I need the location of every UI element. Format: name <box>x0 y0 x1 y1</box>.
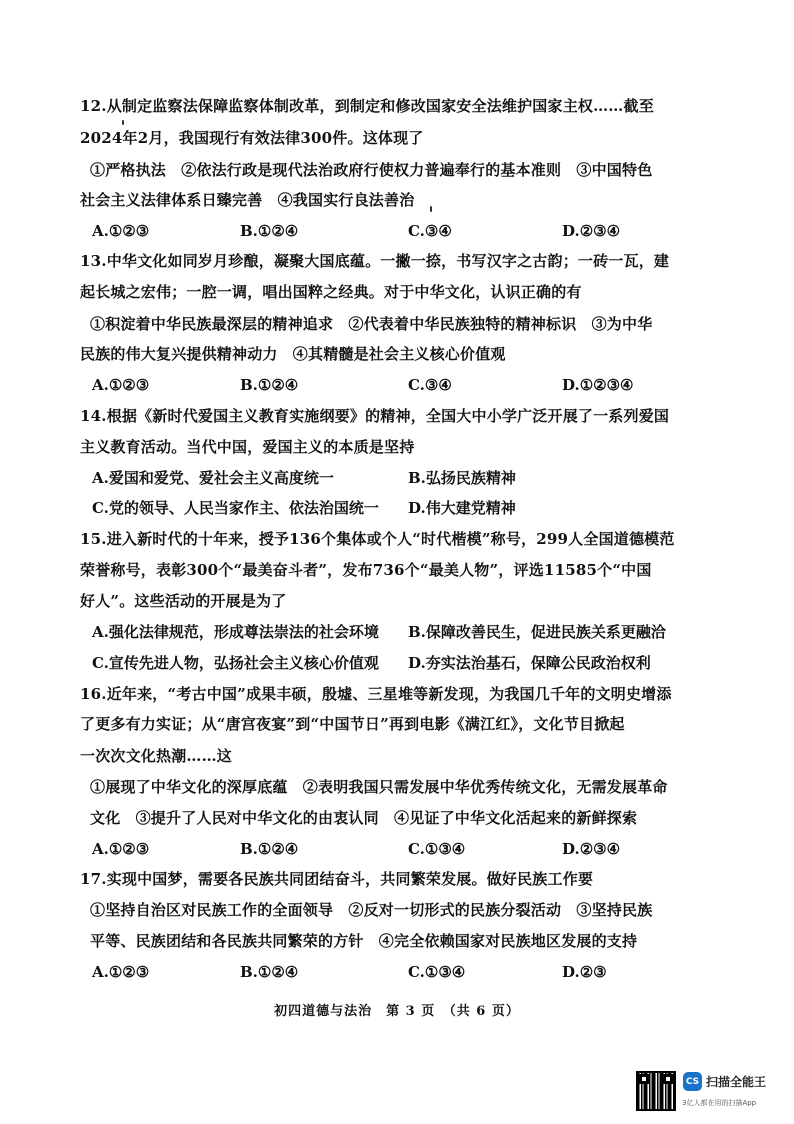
q17-statement-line-1: ①坚持自治区对民族工作的全面领导 ②反对一切形式的民族分裂活动 ③坚持民族 <box>90 901 653 919</box>
q12-option-d: D.②③④ <box>562 222 621 240</box>
scan-speck <box>430 206 432 212</box>
q16-stem-line-1: 16.近年来，“考古中国”成果丰硕，殷墟、三星堆等新发现，为我国几千年的文明史增添 <box>80 685 672 703</box>
q12-statement-line-2: 社会主义法律体系日臻完善 ④我国实行良法善治 <box>80 191 415 209</box>
q15-option-d: D.夯实法治基石，保障公民政治权利 <box>408 654 651 672</box>
q14-option-b: B.弘扬民族精神 <box>408 469 516 487</box>
q15-stem-line-1: 15.进入新时代的十年来，授予136个集体或个人“时代楷模”称号，299人全国道德模范 <box>80 530 675 548</box>
q16-statement-line-2: 文化 ③提升了人民对中华文化的由衷认同 ④见证了中华文化活起来的新鲜探索 <box>90 809 638 827</box>
q15-option-a: A.强化法律规范，形成尊法崇法的社会环境 <box>92 623 379 641</box>
q15-stem-line-3: 好人”。这些活动的开展是为了 <box>80 592 287 610</box>
q14-option-d: D.伟大建党精神 <box>408 499 516 517</box>
q14-stem-line-2: 主义教育活动。当代中国，爱国主义的本质是坚持 <box>80 438 415 456</box>
q13-option-d: D.①②③④ <box>562 376 634 394</box>
q13-option-a: A.①②③ <box>92 376 150 394</box>
q13-option-c: C.③④ <box>408 376 452 394</box>
camscanner-logo-icon: CS <box>683 1072 702 1091</box>
q15-stem-line-2: 荣誉称号，表彰300个“最美奋斗者”，发布736个“最美人物”，评选11585个“中国 <box>80 561 652 579</box>
q17-option-b: B.①②④ <box>240 963 299 981</box>
q13-option-b: B.①②④ <box>240 376 299 394</box>
q15-option-c: C.宣传先进人物，弘扬社会主义核心价值观 <box>92 654 379 672</box>
q12-stem-line-2: 2024年2月，我国现行有效法律300件。这体现了 <box>80 129 424 147</box>
q14-option-c: C.党的领导、人民当家作主、依法治国统一 <box>92 499 379 517</box>
q13-statement-line-1: ①积淀着中华民族最深层的精神追求 ②代表着中华民族独特的精神标识 ③为中华 <box>90 315 653 333</box>
qr-code-icon <box>636 1071 676 1111</box>
q14-stem-line-1: 14.根据《新时代爱国主义教育实施纲要》的精神，全国大中小学广泛开展了一系列爱国 <box>80 407 670 425</box>
q15-option-b: B.保障改善民生，促进民族关系更融洽 <box>408 623 666 641</box>
q16-stem-line-3: 一次次文化热潮……这 <box>80 747 233 765</box>
q13-stem-line-2: 起长城之宏伟；一腔一调，唱出国粹之经典。对于中华文化，认识正确的有 <box>80 283 582 301</box>
q17-stem-line-1: 17.实现中国梦，需要各民族共同团结奋斗，共同繁荣发展。做好民族工作要 <box>80 870 594 888</box>
q16-option-b: B.①②④ <box>240 840 299 858</box>
q16-option-d: D.②③④ <box>562 840 621 858</box>
q17-option-c: C.①③④ <box>408 963 466 981</box>
q17-option-a: A.①②③ <box>92 963 150 981</box>
q12-option-b: B.①②④ <box>240 222 299 240</box>
q12-option-c: C.③④ <box>408 222 452 240</box>
page-footer: 初四道德与法治 第 3 页 （共 6 页） <box>274 1004 520 1019</box>
q17-option-d: D.②③ <box>562 963 607 981</box>
q12-statement-line-1: ①严格执法 ②依法行政是现代法治政府行使权力普遍奉行的基本准则 ③中国特色 <box>90 161 653 179</box>
q14-option-a: A.爱国和爱党、爱社会主义高度统一 <box>92 469 334 487</box>
q13-statement-line-2: 民族的伟大复兴提供精神动力 ④其精髓是社会主义核心价值观 <box>80 345 506 363</box>
q12-stem-line-1: 12.从制定监察法保障监察体制改革，到制定和修改国家安全法维护国家主权……截至 <box>80 97 654 115</box>
camscanner-tagline: 3亿人都在用的扫描App <box>682 1099 757 1107</box>
q13-stem-line-1: 13.中华文化如同岁月珍酿，凝聚大国底蕴。一撇一捺，书写汉字之古韵；一砖一瓦，建 <box>80 252 670 270</box>
q17-statement-line-2: 平等、民族团结和各民族共同繁荣的方针 ④完全依赖国家对民族地区发展的支持 <box>90 932 638 950</box>
q16-option-a: A.①②③ <box>92 840 150 858</box>
scan-speck <box>122 120 124 125</box>
camscanner-app-name: 扫描全能王 <box>706 1075 767 1089</box>
q16-option-c: C.①③④ <box>408 840 466 858</box>
q16-stem-line-2: 了更多有力实证；从“唐宫夜宴”到“中国节日”再到电影《满江红》，文化节目掀起 <box>80 715 625 733</box>
q12-option-a: A.①②③ <box>92 222 150 240</box>
q16-statement-line-1: ①展现了中华文化的深厚底蕴 ②表明我国只需发展中华优秀传统文化，无需发展革命 <box>90 778 668 796</box>
